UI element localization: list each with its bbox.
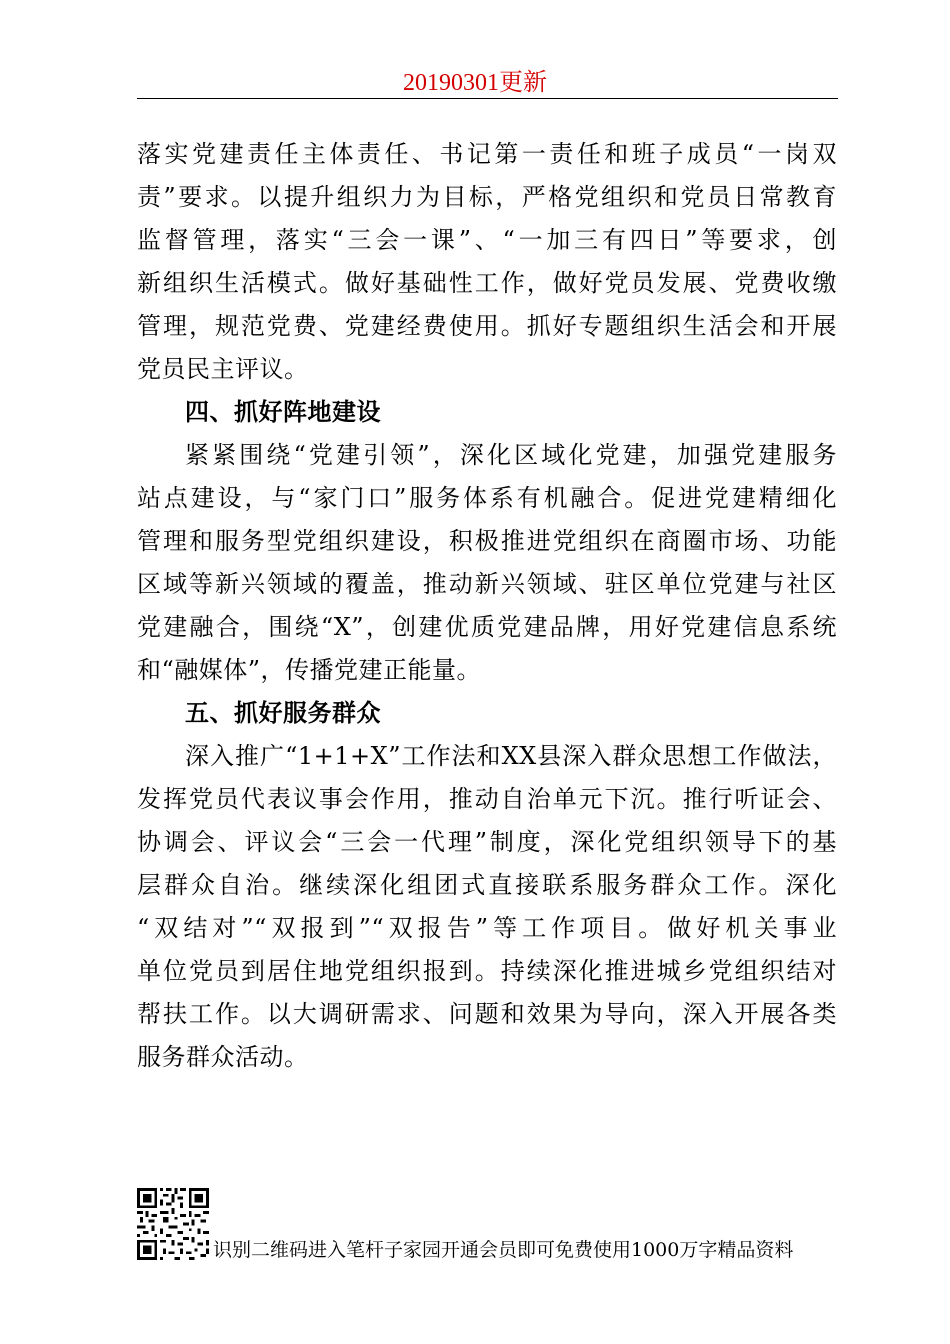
body-line: 协调会、评议会“三会一代理”制度，深化党组织领导下的基 <box>137 828 837 856</box>
body-line: 党员民主评议。 <box>137 355 309 383</box>
body-line: 落实党建责任主体责任、书记第一责任和班子成员“一岗双 <box>137 140 837 168</box>
body-line: 发挥党员代表议事会作用，推动自治单元下沉。推行听证会、 <box>137 785 837 813</box>
body-line: 单位党员到居住地党组织报到。持续深化推进城乡党组织结对 <box>137 957 837 985</box>
body-line: 紧紧围绕“党建引领”，深化区域化党建，加强党建服务 <box>185 441 837 469</box>
footer-promo-text: 识别二维码进入笔杆子家园开通会员即可免费使用1000万字精品资料 <box>213 1239 794 1261</box>
section-heading: 四、抓好阵地建设 <box>185 398 381 426</box>
body-line: 管理，规范党费、党建经费使用。抓好专题组织生活会和开展 <box>137 312 837 340</box>
section-heading: 五、抓好服务群众 <box>185 699 381 727</box>
body-line: 层群众自治。继续深化组团式直接联系服务群众工作。深化 <box>137 871 837 899</box>
qr-code-icon <box>137 1188 209 1260</box>
body-line: 深入推广“1+1+X”工作法和XX县深入群众思想工作做法， <box>185 742 837 770</box>
body-line: 帮扶工作。以大调研需求、问题和效果为导向，深入开展各类 <box>137 1000 837 1028</box>
page-footer <box>137 1188 837 1262</box>
body-line: 管理和服务型党组织建设，积极推进党组织在商圈市场、功能 <box>137 527 837 555</box>
body-line: 监督管理，落实“三会一课”、“一加三有四日”等要求，创 <box>137 226 837 254</box>
body-line: 区域等新兴领域的覆盖，推动新兴领域、驻区单位党建与社区 <box>137 570 837 598</box>
header-divider <box>137 98 838 99</box>
body-line: 新组织生活模式。做好基础性工作，做好党员发展、党费收缴 <box>137 269 837 297</box>
body-line: 和“融媒体”，传播党建正能量。 <box>137 656 482 684</box>
body-line: 服务群众活动。 <box>137 1043 309 1071</box>
body-line: 站点建设，与“家门口”服务体系有机融合。促进党建精细化 <box>137 484 837 512</box>
body-line: 党建融合，围绕“X”，创建优质党建品牌，用好党建信息系统 <box>137 613 837 641</box>
document-body <box>137 133 837 1079</box>
body-line: 责”要求。以提升组织力为目标，严格党组织和党员日常教育 <box>137 183 837 211</box>
body-line: “双结对”“双报到”“双报告”等工作项目。做好机关事业 <box>137 914 837 942</box>
page-header-title: 20190301更新 <box>403 70 547 96</box>
